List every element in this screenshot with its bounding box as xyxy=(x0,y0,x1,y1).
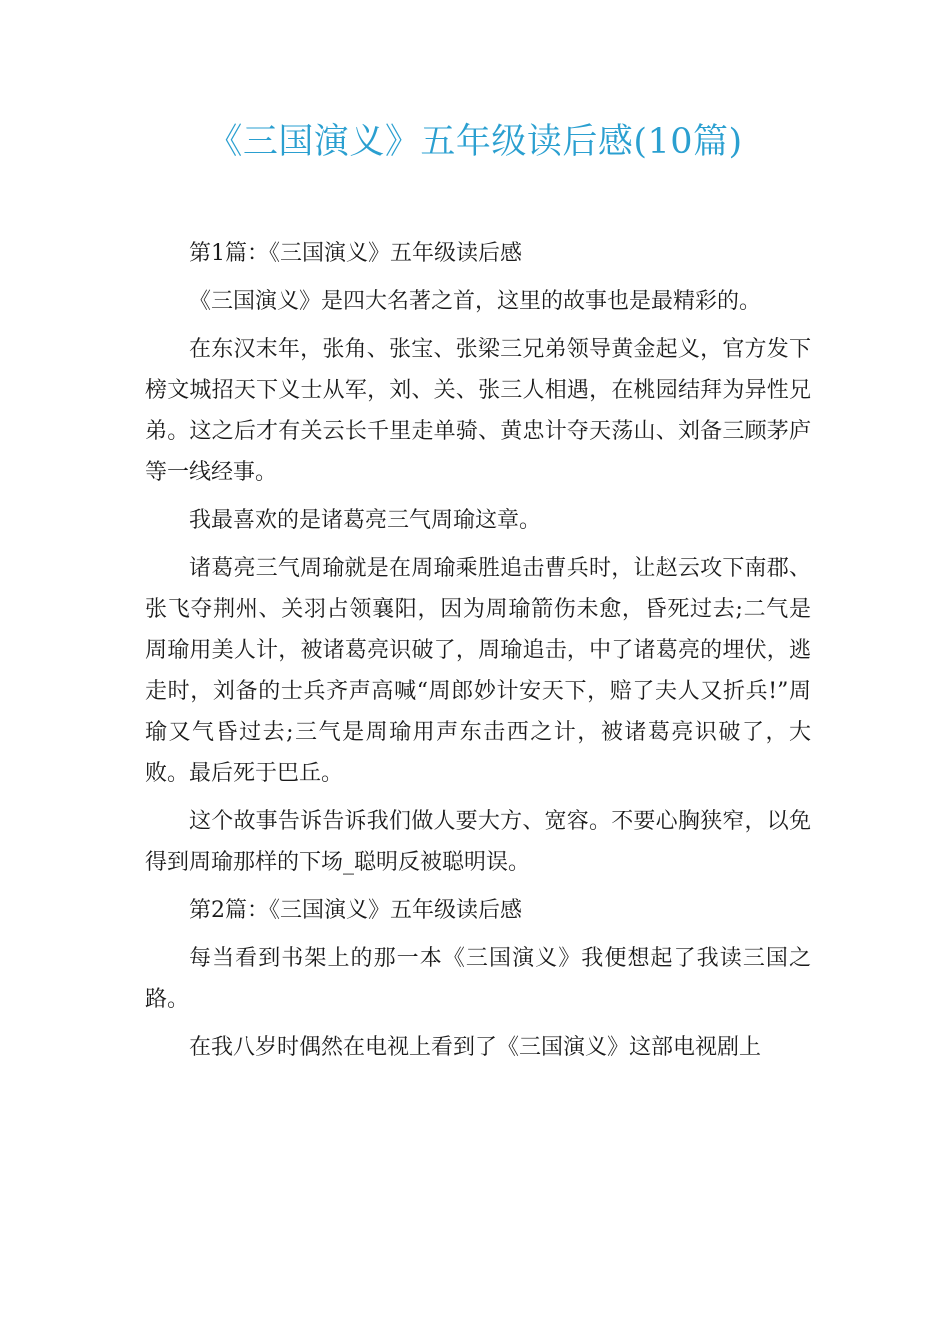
paragraph: 每当看到书架上的那一本《三国演义》我便想起了我读三国之路。 xyxy=(145,946,811,1012)
paragraph: 《三国演义》是四大名著之首，这里的故事也是最精彩的。 xyxy=(189,289,762,314)
paragraph: 在东汉末年，张角、张宝、张梁三兄弟领导黄金起义，官方发下榜文城招天下义士从军，刘、关、张三人相遇，在桃园结拜为异性兄弟。这之后才有关云长千里走单骑、黄忠计夺天荡山、刘备三顾茅庐等一线经事。 xyxy=(145,337,811,485)
chapter-heading-2: 第2篇：《三国演义》五年级读后感 xyxy=(189,898,522,923)
paragraph: 我最喜欢的是诸葛亮三气周瑜这章。 xyxy=(189,508,542,533)
document-title: 《三国演义》五年级读后感(10篇) xyxy=(207,122,743,162)
paragraph: 在我八岁时偶然在电视上看到了《三国演义》这部电视剧上 xyxy=(189,1035,762,1060)
paragraph: 诸葛亮三气周瑜就是在周瑜乘胜追击曹兵时，让赵云攻下南郡、张飞夺荆州、关羽占领襄阳，因为周瑜箭伤未愈，昏死过去;二气是周瑜用美人计，被诸葛亮识破了，周瑜追击，中了诸葛亮的埋伏，逃走时，刘备的士兵齐声高喊“周郎妙计安天下，赔了夫人又折兵!”周瑜又气昏过去;三气是周瑜用声东击西之计，被诸葛亮识破了，大败。最后死于巴丘。 xyxy=(145,556,811,786)
chapter-heading-1: 第1篇：《三国演义》五年级读后感 xyxy=(189,241,522,266)
document-body xyxy=(145,233,811,1075)
paragraph: 这个故事告诉告诉我们做人要大方、宽容。不要心胸狭窄，以免得到周瑜那样的下场_聪明反被聪明误。 xyxy=(145,809,811,875)
